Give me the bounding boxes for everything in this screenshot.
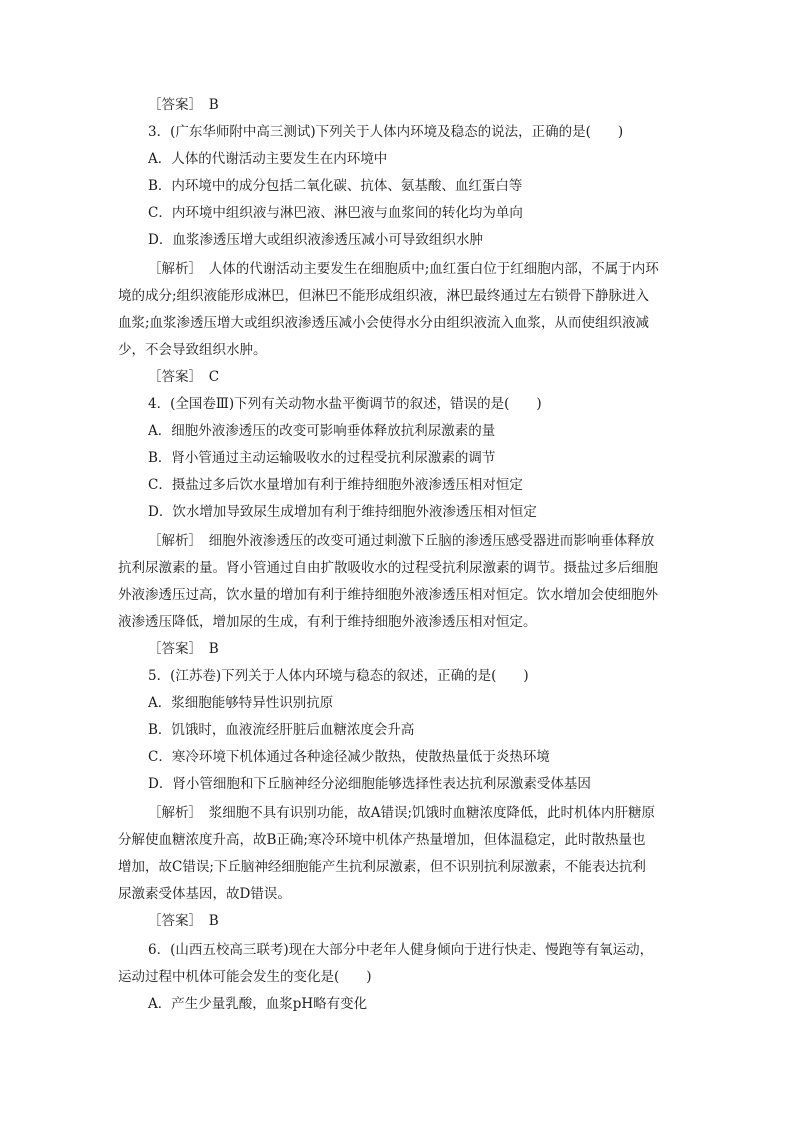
question-5-option-c: C．寒冷环境下机体通过各种途径减少散热，使散热量低于炎热环境	[148, 749, 550, 765]
question-3-stem: 3．(广东华师附中高三测试)下列关于人体内环境及稳态的说法，正确的是( )	[148, 124, 624, 140]
answer-label: ［答案］ B	[148, 641, 219, 657]
question-4-option-a: A．细胞外液渗透压的改变可影响垂体释放抗利尿激素的量	[148, 423, 496, 439]
question-5-option-a: A．浆细胞能够特异性识别抗原	[148, 695, 334, 711]
question-5-analysis-line-1: ［解析］ 浆细胞不具有识别功能，故A错误;饥饿时血糖浓度降低，此时机体内肝糖原	[148, 805, 656, 821]
answer-label: ［答案］ B	[148, 913, 219, 929]
question-4-option-b: B．肾小管通过主动运输吸收水的过程受抗利尿激素的调节	[148, 450, 496, 466]
question-3-option-b: B．内环境中的成分包括二氧化碳、抗体、氨基酸、血红蛋白等	[148, 178, 523, 194]
question-6-stem-line-2: 运动过程中机体可能会发生的变化是( )	[118, 969, 372, 985]
question-4-analysis-line-3: 外液渗透压过高，饮水量的增加有利于维持细胞外液渗透压相对恒定。饮水增加会使细胞外	[118, 587, 658, 603]
question-3-analysis-line-4: 少，不会导致组织水肿。	[118, 342, 267, 358]
question-5-stem: 5．(江苏卷)下列关于人体内环境与稳态的叙述，正确的是( )	[148, 668, 529, 684]
question-3-option-a: A．人体的代谢活动主要发生在内环境中	[148, 151, 388, 167]
question-5-analysis-line-2: 分解使血糖浓度升高，故B正确;寒冷环境中机体产热量增加，但体温稳定，此时散热量也	[118, 832, 646, 848]
question-5-analysis-line-3: 增加，故C错误;下丘脑神经细胞能产生抗利尿激素，但不识别抗利尿激素，不能表达抗利	[118, 859, 646, 875]
question-4-analysis-line-1: ［解析］ 细胞外液渗透压的改变可通过刺激下丘脑的渗透压感受器进而影响垂体释放	[148, 533, 655, 549]
question-4-analysis-line-4: 液渗透压降低，增加尿的生成，有利于维持细胞外液渗透压相对恒定。	[118, 614, 537, 630]
question-3-analysis-line-3: 血浆;血浆渗透压增大或组织液渗透压减小会使得水分由组织液流入血浆，从而使组织液减	[118, 315, 650, 331]
answer-label: ［答案］ C	[148, 369, 220, 385]
question-6-stem-line-1: 6．(山西五校高三联考)现在大部分中老年人健身倾向于进行快走、慢跑等有氧运动，	[148, 942, 654, 958]
question-6-option-a: A．产生少量乳酸，血浆pH略有变化	[148, 996, 368, 1012]
question-3-option-d: D．血浆渗透压增大或组织液渗透压减小可导致组织水肿	[148, 232, 483, 248]
question-3-analysis-line-2: 境的成分;组织液能形成淋巴，但淋巴不能形成组织液，淋巴最终通过左右锁骨下静脉进入	[118, 288, 650, 304]
question-5-analysis-line-4: 尿激素受体基因，故D错误。	[118, 886, 291, 902]
question-4-option-c: C．摄盐过多后饮水量增加有利于维持细胞外液渗透压相对恒定	[148, 477, 523, 493]
question-3-option-c: C．内环境中组织液与淋巴液、淋巴液与血浆间的转化均为单向	[148, 205, 523, 221]
question-5-option-d: D．肾小管细胞和下丘脑神经分泌细胞能够选择性表达抗利尿激素受体基因	[148, 776, 591, 792]
question-5-option-b: B．饥饿时，血液流经肝脏后血糖浓度会升高	[148, 722, 415, 738]
answer-label: ［答案］ B	[148, 97, 219, 113]
question-4-analysis-line-2: 抗利尿激素的量。肾小管通过自由扩散吸收水的过程受抗利尿激素的调节。摄盐过多后细胞	[118, 560, 658, 576]
question-3-analysis-line-1: ［解析］ 人体的代谢活动主要发生在细胞质中;血红蛋白位于红细胞内部，不属于内环	[148, 261, 659, 277]
question-4-option-d: D．饮水增加导致尿生成增加有利于维持细胞外液渗透压相对恒定	[148, 504, 537, 520]
question-4-stem: 4．(全国卷Ⅲ)下列有关动物水盐平衡调节的叙述，错误的是( )	[148, 396, 542, 412]
